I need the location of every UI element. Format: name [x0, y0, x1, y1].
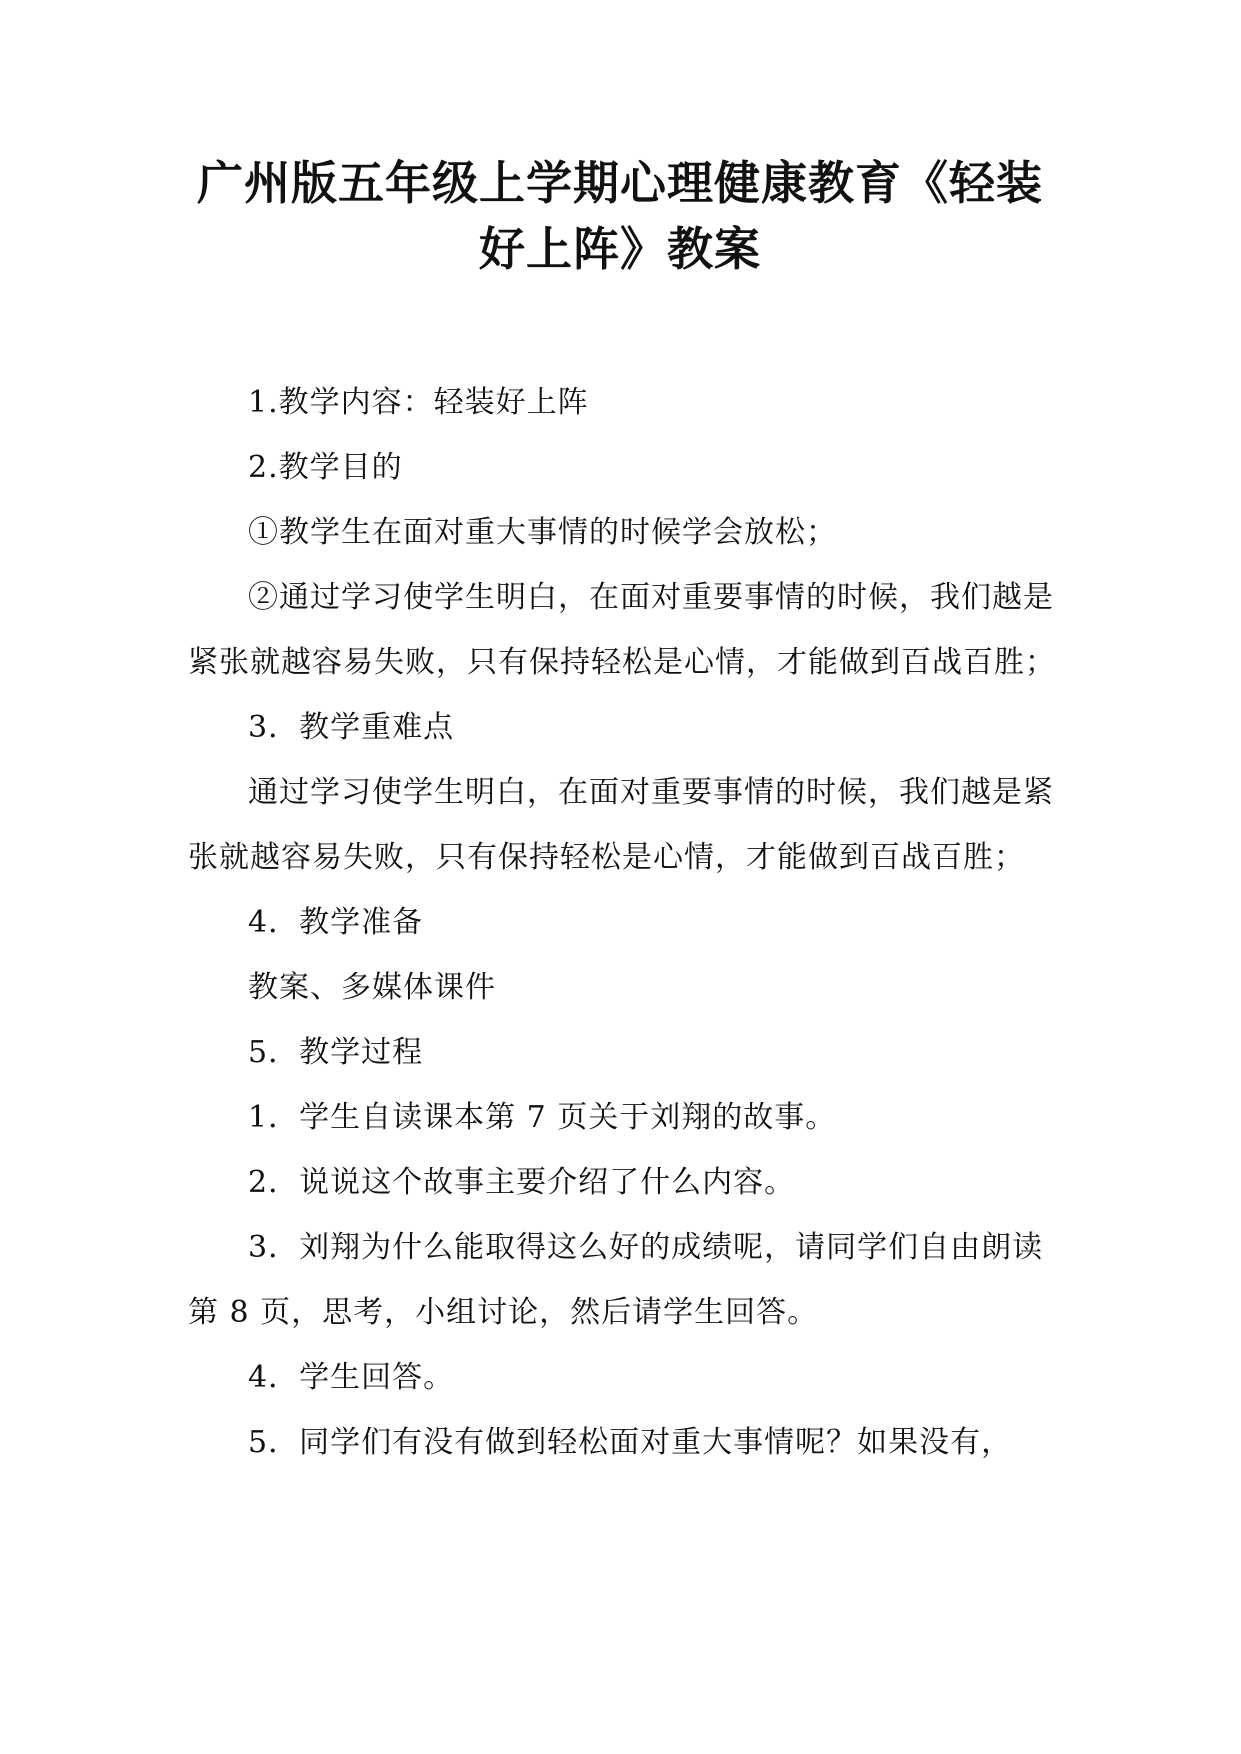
- paragraph: 2．说说这个故事主要介绍了什么内容。: [248, 1165, 796, 1200]
- paragraph: 3．教学重难点: [248, 710, 455, 745]
- paragraph: 5．同学们有没有做到轻松面对重大事情呢？如果没有，: [248, 1425, 1013, 1460]
- paragraph: 1．学生自读课本第 7 页关于刘翔的故事。: [248, 1100, 837, 1135]
- paragraph: 4．学生回答。: [248, 1360, 455, 1395]
- paragraph: ②通过学习使学生明白，在面对重要事情的时候，我们越是紧张就越容易失败，只有保持轻松是心情，才能做到百战百胜；: [188, 580, 1056, 680]
- paragraph: 通过学习使学生明白，在面对重要事情的时候，我们越是紧张就越容易失败，只有保持轻松是心情，才能做到百战百胜；: [188, 775, 1054, 875]
- paragraph: 3．刘翔为什么能取得这么好的成绩呢，请同学们自由朗读第 8 页，思考，小组讨论，然后请学生回答。: [188, 1230, 1044, 1330]
- paragraph: 2.教学目的: [248, 450, 403, 485]
- paragraph: ①教学生在面对重大事情的时候学会放松；: [248, 515, 837, 550]
- document-body: [188, 370, 1058, 1475]
- paragraph: 5．教学过程: [248, 1035, 424, 1070]
- paragraph: 教案、多媒体课件: [248, 970, 496, 1005]
- paragraph: 4．教学准备: [248, 905, 424, 940]
- document-title: 广州版五年级上学期心理健康教育《轻装好上阵》教案: [197, 156, 1043, 276]
- paragraph: 1.教学内容：轻装好上阵: [248, 385, 589, 420]
